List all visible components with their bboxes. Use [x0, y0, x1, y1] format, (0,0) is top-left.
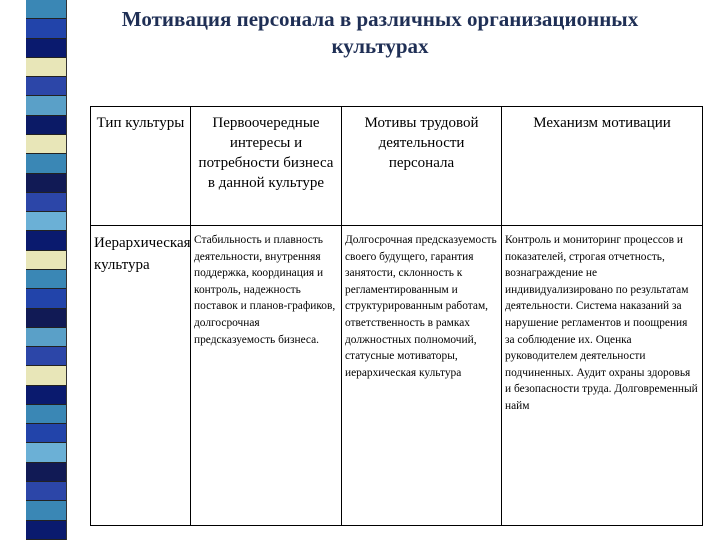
table-header-row	[91, 107, 703, 226]
mechanism-cell: Контроль и мониторинг процессов и показателей, строгая отчетность, вознаграждение не индивидуализировано по результатам деятельности. Система наказаний за нарушение регламентов и поощрения за соблюдение их. Оценка руководителем деятельности подчиненных. Аудит охраны здоровья и безопасности труда. Долговременный найм	[502, 226, 703, 526]
stripe-segment	[26, 174, 66, 193]
stripe-segment	[26, 154, 66, 173]
stripe-segment	[26, 521, 66, 540]
header-motivation-mechanism: Механизм мотивации	[502, 107, 703, 226]
header-work-motives: Мотивы трудовой деятельности персонала	[342, 107, 502, 226]
stripe-segment	[26, 116, 66, 135]
stripe-segment	[26, 212, 66, 231]
title-line-2: культурах	[331, 34, 429, 58]
stripe-segment	[26, 58, 66, 77]
stripe-segment	[26, 289, 66, 308]
stripe-segment	[26, 270, 66, 289]
stripe-segment	[26, 443, 66, 462]
stripe-segment	[26, 309, 66, 328]
stripe-segment	[26, 328, 66, 347]
stripe-segment	[26, 193, 66, 212]
stripe-segment	[26, 463, 66, 482]
stripe-segment	[26, 77, 66, 96]
stripe-segment	[26, 39, 66, 58]
motives-cell: Долгосрочная предсказуемость своего будущего, гарантия занятости, склонность к регламентированным и структурированным работам, ответственность в рамках должностных полномочий, статусные мотиваторы, иерархическая культура	[342, 226, 502, 526]
stripe-segment	[26, 501, 66, 520]
stripe-segment	[26, 96, 66, 115]
stripe-segment	[26, 19, 66, 38]
stripe-segment	[26, 251, 66, 270]
motivation-table	[90, 106, 703, 526]
culture-type-cell: Иерархическая культура	[91, 226, 191, 526]
header-culture-type: Тип культуры	[91, 107, 191, 226]
page-title	[80, 6, 680, 60]
stripe-segment	[26, 386, 66, 405]
stripe-segment	[26, 0, 66, 19]
decorative-stripe	[26, 0, 67, 540]
table-row	[91, 226, 703, 526]
stripe-segment	[26, 366, 66, 385]
stripe-segment	[26, 405, 66, 424]
stripe-segment	[26, 347, 66, 366]
stripe-segment	[26, 231, 66, 250]
stripe-segment	[26, 424, 66, 443]
title-line-1: Мотивация персонала в различных организационных	[121, 7, 639, 31]
stripe-segment	[26, 482, 66, 501]
stripe-segment	[26, 135, 66, 154]
interests-cell: Стабильность и плавность деятельности, внутренняя поддержка, координация и контроль, надежность поставок и планов-графиков, долгосрочная предсказуемость бизнеса.	[191, 226, 342, 526]
header-business-interests: Первоочередные интересы и потребности бизнеса в данной культуре	[191, 107, 342, 226]
